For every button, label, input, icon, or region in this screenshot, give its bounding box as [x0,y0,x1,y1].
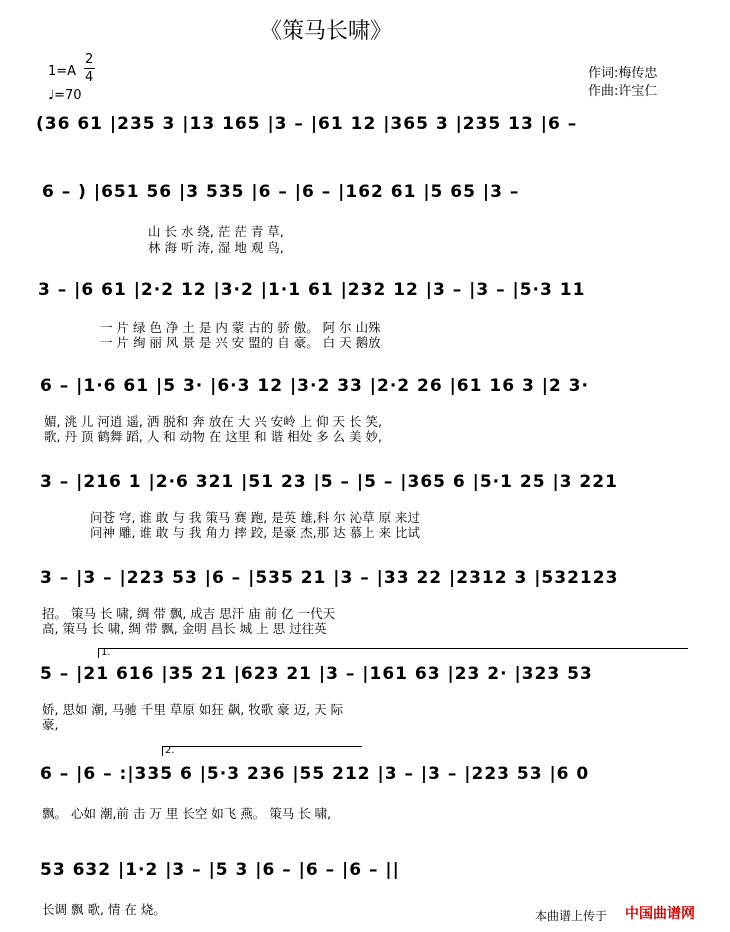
time-signature-top: 2 [85,52,94,67]
notation-line: 3 – |3 – |223 53 |6 – |535 21 |3 – |33 22 |2312 3 |532123 [40,568,619,588]
lyric-verse-1: 问苍 穹, 谁 敢 与 我 策马 赛 跑, 是英 雄,科 尔 沁草 原 来过 [90,510,421,525]
lyric-verse-1: 长调 飘 歌, 情 在 烧。 [42,902,166,917]
key-signature: 1=A [48,64,77,79]
lyric-verse-1: 一 片 绿 色 净 土 是 内 蒙 古的 骄 傲。 阿 尔 山殊 [100,320,381,335]
tempo-marking: ♩=70 [48,88,82,103]
notation-line: 3 – |6 61 |2·2 12 |3·2 |1·1 61 |232 12 |3 – |3 – |5·3 11 [38,280,586,300]
lyric-verse-2: 一 片 绚 丽 风 景 是 兴 安 盟的 自 豪。 白 天 鹅放 [100,335,381,350]
upload-note: 本曲谱上传于 [535,909,608,923]
lyric-verse-2: 林 海 听 涛, 湿 地 观 鸟, [148,240,284,255]
lyric-verse-1: 山 长 水 绕, 茫 茫 青 草, [148,224,284,239]
notation-line: 53 632 |1·2 |3 – |5 3 |6 – |6 – |6 – || [40,860,400,880]
lyric-verse-1: 招。 策马 长 啸, 绸 带 飘, 成吉 思汗 庙 前 亿 一代天 [42,606,336,621]
notation-line: 5 – |21 616 |35 21 |623 21 |3 – |161 63 |23 2· |323 53 [40,664,593,684]
second-ending-label: 2. [165,745,175,756]
lyric-verse-2: 问神 雕, 谁 敢 与 我 角力 摔 跤, 是豪 杰,那 达 慕上 来 比试 [90,525,421,540]
score-title: 《策马长啸》 [260,19,393,44]
lyric-verse-2: 歌, 丹 顶 鹤舞 蹈, 人 和 动物 在 这里 和 谐 相处 多 么 美 妙, [44,429,382,444]
site-logo[interactable]: 中国曲谱网 [625,906,695,922]
lyric-verse-1: 飘。 心如 潮,前 击 万 里 长空 如飞 燕。 策马 长 啸, [42,806,332,821]
lyric-verse-1: 娇, 思如 潮, 马驰 千里 草原 如狂 飙, 牧歌 豪 迈, 天 际 [42,702,344,717]
time-signature-bottom: 4 [85,70,94,85]
second-ending-bracket [162,746,362,747]
notation-line: 6 – |6 – :|335 6 |5·3 236 |55 212 |3 – |3 – |223 53 |6 0 [40,764,590,784]
lyric-verse-2: 豪, [42,717,59,732]
composer-credit: 作曲:许宝仁 [588,84,658,99]
first-ending-bracket [98,648,688,649]
lyric-verse-2: 高, 策马 长 啸, 绸 带 飘, 金明 昌长 城 上 思 过往英 [42,621,327,636]
lyricist-credit: 作词:梅传忠 [588,66,658,81]
first-ending-label: 1. [101,647,111,658]
notation-line: 3 – |216 1 |2·6 321 |51 23 |5 – |5 – |365 6 |5·1 25 |3 221 [40,472,618,492]
notation-line: 6 – |1·6 61 |5 3· |6·3 12 |3·2 33 |2·2 26 |61 16 3 |2 3· [40,376,589,396]
notation-line: 6 – ) |651 56 |3 535 |6 – |6 – |162 61 |5 65 |3 – [42,182,520,202]
lyric-verse-1: 媚, 洮 儿 河逍 遥, 洒 脱和 奔 放在 大 兴 安岭 上 仰 天 长 笑, [44,414,382,429]
time-signature-divider [84,68,95,69]
notation-line: (36 61 |235 3 |13 165 |3 – |61 12 |365 3 |235 13 |6 – [36,114,578,134]
